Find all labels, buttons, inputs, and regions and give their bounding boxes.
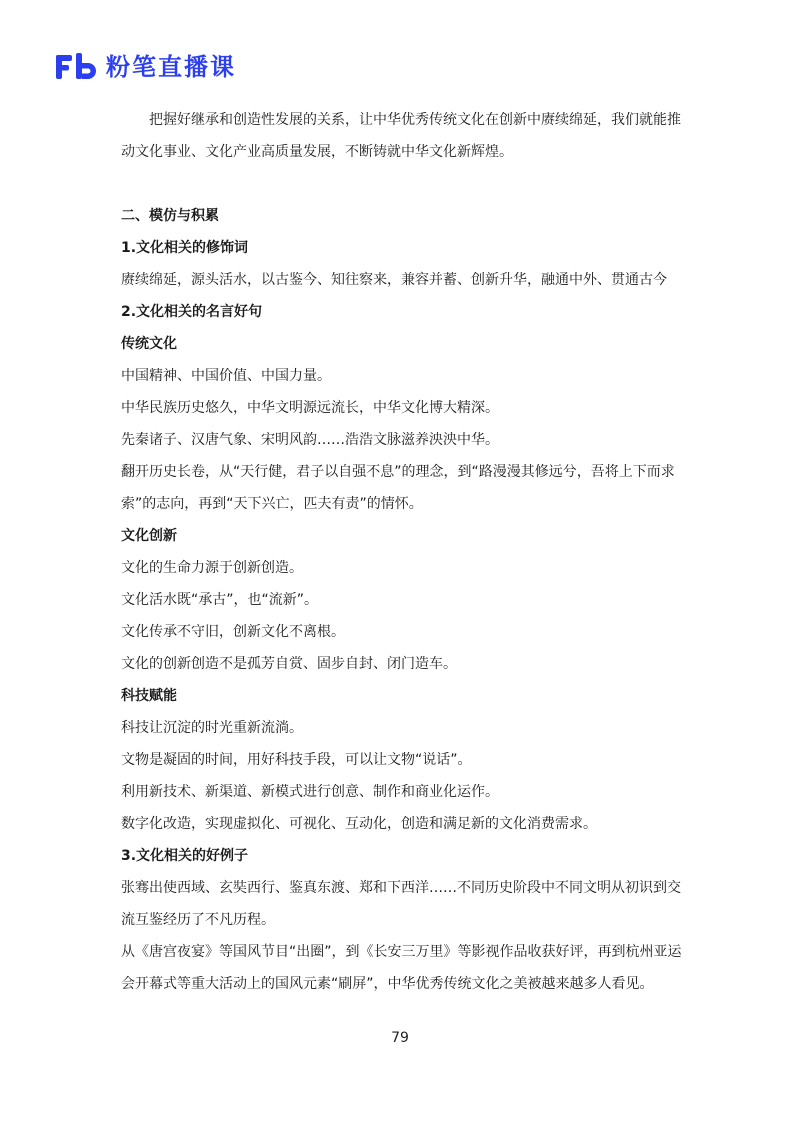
quote-line: 翻开历史长卷，从“天行健，君子以自强不息”的理念，到“路漫漫其修远兮，吾将上下而求索”的志向，再到“天下兴亡，匹夫有责”的情怀。 — [121, 464, 675, 512]
subheading-examples: 3.文化相关的好例子 — [121, 848, 249, 864]
modifiers-text: 赓续绵延，源头活水，以古鉴今、知往察来，兼容并蓄、创新升华，融通中外、贯通古今 — [121, 272, 667, 288]
category-traditional-culture: 传统文化 — [121, 336, 177, 352]
quote-line: 中国精神、中国价值、中国力量。 — [121, 368, 331, 384]
page-number: 79 — [391, 1030, 409, 1046]
quote-line: 中华民族历史悠久，中华文明源远流长，中华文化博大精深。 — [121, 400, 499, 416]
category-cultural-innovation: 文化创新 — [121, 528, 177, 544]
quote-line: 科技让沉淀的时光重新流淌。 — [121, 720, 303, 736]
subheading-quotes: 2.文化相关的名言好句 — [121, 304, 263, 320]
quote-line: 先秦诸子、汉唐气象、宋明风韵……浩浩文脉滋养泱泱中华。 — [121, 432, 499, 448]
quote-line: 文化传承不守旧，创新文化不离根。 — [121, 624, 345, 640]
intro-paragraph: 把握好继承和创造性发展的关系，让中华优秀传统文化在创新中赓续绵延，我们就能推动文化事业、文化产业高质量发展，不断铸就中华文化新辉煌。 — [121, 112, 681, 160]
header — [56, 50, 236, 84]
example-paragraph: 从《唐宫夜宴》等国风节目“出圈”，到《长安三万里》等影视作品收获好评，再到杭州亚运会开幕式等重大活动上的国风元素“刷屏”，中华优秀传统文化之美被越来越多人看见。 — [121, 944, 682, 992]
quote-line: 文化活水既“承古”，也“流新”。 — [121, 592, 319, 608]
quote-line: 文化的生命力源于创新创造。 — [121, 560, 303, 576]
quote-line: 文化的创新创造不是孤芳自赏、固步自封、闭门造车。 — [121, 656, 457, 672]
quote-line: 数字化改造，实现虚拟化、可视化、互动化，创造和满足新的文化消费需求。 — [121, 816, 597, 832]
quote-line: 文物是凝固的时间，用好科技手段，可以让文物“说话”。 — [121, 752, 472, 768]
document-body — [121, 104, 686, 1000]
example-paragraph: 张骞出使西域、玄奘西行、鉴真东渡、郑和下西洋……不同历史阶段中不同文明从初识到交流互鉴经历了不凡历程。 — [121, 880, 681, 928]
fb-logo-icon — [56, 52, 100, 82]
spacer — [121, 168, 686, 200]
category-tech-empowerment: 科技赋能 — [121, 688, 177, 704]
quote-line: 利用新技术、新渠道、新模式进行创意、制作和商业化运作。 — [121, 784, 499, 800]
brand-title: 粉笔直播课 — [106, 53, 236, 81]
section-heading: 二、模仿与积累 — [121, 208, 219, 224]
subheading-modifiers: 1.文化相关的修饰词 — [121, 240, 249, 256]
